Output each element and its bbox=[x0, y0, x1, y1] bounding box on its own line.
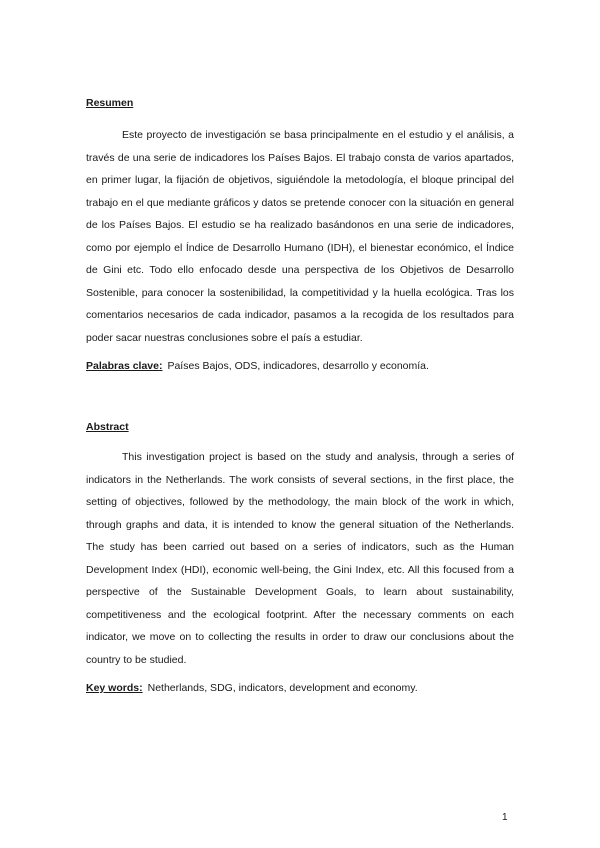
resumen-keywords bbox=[86, 358, 514, 374]
abstract-keywords bbox=[86, 680, 514, 696]
page-content bbox=[86, 96, 514, 696]
abstract-keywords-text: Netherlands, SDG, indicators, development and economy. bbox=[147, 682, 418, 694]
abstract-keywords-label: Key words: bbox=[86, 682, 143, 694]
resumen-heading: Resumen bbox=[86, 97, 134, 109]
resumen-keywords-label: Palabras clave: bbox=[86, 360, 163, 372]
resumen-keywords-text: Países Bajos, ODS, indicadores, desarrollo y economía. bbox=[167, 360, 429, 372]
resumen-paragraph: Este proyecto de investigación se basa principalmente en el estudio y el análisis, a través de una serie de indicadores los Países Bajos. El trabajo consta de varios apartados, en primer lugar, la fijación de objetivos, siguiéndole la metodología, el bloque principal del trabajo en el que mediante gráficos y datos se pretende conocer con la situación en general de los Países Bajos. El estudio se ha realizado basándonos en una serie de indicadores, como por ejemplo el Índice de Desarrollo Humano (IDH), el bienestar económico, el Índice de Gini etc. Todo ello enfocado desde una perspectiva de los Objetivos de Desarrollo Sostenible, para conocer la sostenibilidad, la competitividad y la huella ecológica. Tras los comentarios necesarios de cada indicador, pasamos a la recogida de los resultados para poder sacar nuestras conclusiones sobre el país a estudiar. bbox=[86, 129, 514, 344]
page-number: 1 bbox=[502, 812, 508, 823]
abstract-heading: Abstract bbox=[86, 421, 129, 433]
abstract-paragraph: This investigation project is based on the study and analysis, through a series of indicators in the Netherlands. The work consists of several sections, in the first place, the setting of objectives, followed by the methodology, the main block of the work in which, through graphs and data, it is intended to know the general situation of the Netherlands. The study has been carried out based on a series of indicators, such as the Human Development Index (HDI), economic well-being, the Gini Index, etc. All this focused from a perspective of the Sustainable Development Goals, to learn about sustainability, competitiveness and the ecological footprint. After the necessary comments on each indicator, we move on to collecting the results in order to draw our conclusions about the country to be studied. bbox=[86, 451, 514, 666]
